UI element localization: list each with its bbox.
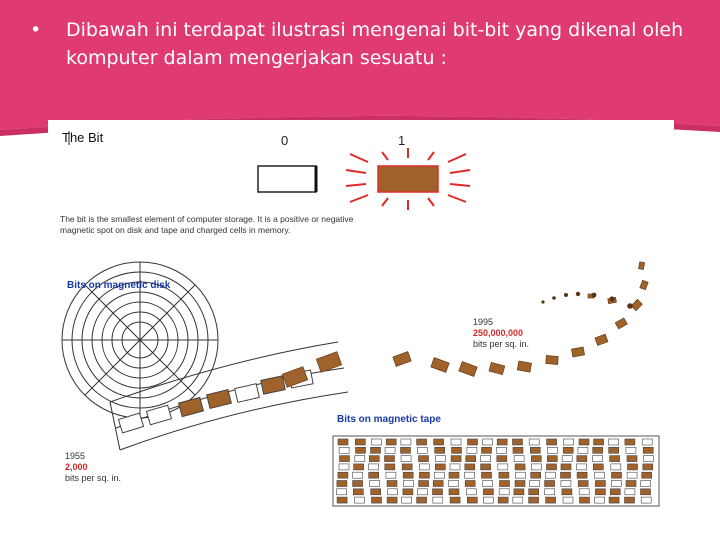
slide-bullet xyxy=(30,16,710,72)
tape-bit xyxy=(531,472,541,478)
tape-bit xyxy=(625,489,635,495)
tape-bit xyxy=(626,481,636,487)
tape-bit xyxy=(435,464,445,470)
tape-bit xyxy=(513,439,523,445)
tape-bit xyxy=(580,497,590,503)
tape-bit xyxy=(545,481,555,487)
tape-bit xyxy=(483,439,493,445)
tape-bit xyxy=(338,439,348,445)
tape-bit xyxy=(514,489,524,495)
bullet-dot: • xyxy=(30,19,42,41)
tape-bit xyxy=(579,489,589,495)
tape-bit xyxy=(465,481,475,487)
tape-bit xyxy=(371,489,381,495)
tape-bit xyxy=(468,439,478,445)
tape-bit xyxy=(516,472,526,478)
tape-bit xyxy=(578,447,588,453)
tape-bit xyxy=(482,447,492,453)
tape-bit xyxy=(385,456,395,462)
tape-bit xyxy=(594,439,604,445)
tape-bit xyxy=(530,447,540,453)
tape-bit xyxy=(642,439,652,445)
tape-bit xyxy=(545,472,555,478)
tape-bit xyxy=(404,481,414,487)
tape-bit xyxy=(451,456,461,462)
tape-bit xyxy=(417,447,427,453)
tape-bit xyxy=(401,456,411,462)
tape-bit xyxy=(355,456,365,462)
tape-bit xyxy=(388,489,398,495)
tape-bit xyxy=(385,464,395,470)
tape-bit xyxy=(371,447,381,453)
tape-bit xyxy=(563,497,573,503)
tape-bit xyxy=(577,464,587,470)
tape-bit xyxy=(579,439,589,445)
tape-bit xyxy=(643,447,653,453)
tape-bit xyxy=(609,439,619,445)
figure-title: The Bit xyxy=(62,130,104,145)
tape-bit xyxy=(369,464,379,470)
tape-bit xyxy=(353,489,363,495)
bit-dots xyxy=(541,292,632,309)
tape-bit xyxy=(625,439,635,445)
tape-bit xyxy=(449,472,459,478)
bit-illustration xyxy=(48,120,674,515)
tape-bit xyxy=(612,472,622,478)
tape-bit xyxy=(369,456,379,462)
tape-bit xyxy=(339,447,349,453)
tape-bit xyxy=(436,456,446,462)
tape-bit xyxy=(515,464,525,470)
tape-bit xyxy=(353,481,363,487)
year-1995: 1995 xyxy=(473,317,494,327)
tape-bit xyxy=(450,464,460,470)
tape-bit xyxy=(499,489,509,495)
tape-bit xyxy=(530,481,540,487)
tape-label: Bits on magnetic tape xyxy=(337,414,441,425)
tape-bit xyxy=(401,439,411,445)
tape-bit xyxy=(561,472,571,478)
bit-trail xyxy=(282,262,648,388)
tape-bit xyxy=(370,481,380,487)
tape-bit xyxy=(466,456,476,462)
year-1955: 1955 xyxy=(65,451,86,461)
tape-bit xyxy=(497,447,507,453)
tape-bit xyxy=(611,464,621,470)
tape-bit xyxy=(498,497,508,503)
tape-bit xyxy=(547,439,557,445)
count-1995: 250,000,000 xyxy=(473,328,524,338)
tape-bit xyxy=(403,489,413,495)
tape-bit xyxy=(611,481,621,487)
tape-bit xyxy=(387,497,397,503)
tape-bit xyxy=(434,439,444,445)
tape-bit xyxy=(353,472,363,478)
tape-bit xyxy=(595,472,605,478)
tape-bit xyxy=(467,447,477,453)
tape-bit xyxy=(452,447,462,453)
tape-bit xyxy=(562,489,572,495)
tape-bit xyxy=(514,456,524,462)
tape-bit xyxy=(339,464,349,470)
tape-bit xyxy=(644,456,654,462)
tape-bit xyxy=(369,472,379,478)
tape-bit xyxy=(593,464,603,470)
tape-bit xyxy=(483,481,493,487)
tape-bit xyxy=(546,497,556,503)
tape-bit xyxy=(451,439,461,445)
tape-bit xyxy=(641,481,651,487)
tape-bit xyxy=(531,456,541,462)
count-1955: 2,000 xyxy=(65,462,88,472)
tape-bit xyxy=(497,456,507,462)
tape-bit xyxy=(529,497,539,503)
tape-bit xyxy=(481,456,491,462)
tape-bit xyxy=(449,489,459,495)
tape-bit xyxy=(467,497,477,503)
tape-bit xyxy=(355,439,365,445)
tape-bit xyxy=(610,489,620,495)
tape-bit xyxy=(498,464,508,470)
tape-bit xyxy=(433,489,443,495)
tape-bit xyxy=(564,439,574,445)
tape-bit xyxy=(340,456,350,462)
tape-bit xyxy=(609,447,619,453)
tape-bit xyxy=(418,489,428,495)
tape-bit xyxy=(529,489,539,495)
tape-bit xyxy=(402,497,412,503)
tape-bit xyxy=(417,439,427,445)
tape-bit xyxy=(577,472,587,478)
tape-bit xyxy=(561,464,571,470)
tape-bit xyxy=(595,489,605,495)
tape-bit xyxy=(465,464,475,470)
unit-1955: bits per sq. in. xyxy=(65,473,122,483)
tape-bit xyxy=(419,472,429,478)
tape-bit xyxy=(337,481,347,487)
bit-one-label: 1 xyxy=(398,133,406,148)
tape-bit xyxy=(547,464,557,470)
tape-bit xyxy=(385,447,395,453)
tape-bit xyxy=(435,447,445,453)
tape-bit xyxy=(449,481,459,487)
tape-bit xyxy=(513,447,523,453)
tape-bit xyxy=(433,497,443,503)
tape-bit xyxy=(595,481,605,487)
tape-bit xyxy=(595,497,605,503)
tape-bit xyxy=(500,481,510,487)
tape-bit xyxy=(641,489,651,495)
tape-bit xyxy=(628,464,638,470)
tape-bit xyxy=(593,456,603,462)
tape-bit xyxy=(419,456,429,462)
tape-bit xyxy=(403,472,413,478)
tape-bit xyxy=(578,481,588,487)
tape-bit xyxy=(609,497,619,503)
tape-bit xyxy=(450,497,460,503)
tape-bit xyxy=(387,481,397,487)
tape-bit xyxy=(386,439,396,445)
slide-text: Dibawah ini terdapat ilustrasi mengenai bit-bit yang dikenal oleh komputer dalam mengerjakan sesuatu : xyxy=(66,19,684,69)
tape-bit xyxy=(386,472,396,478)
tape-bit xyxy=(417,497,427,503)
tape-bit xyxy=(593,447,603,453)
tape-bit xyxy=(515,481,525,487)
tape-bit xyxy=(531,464,541,470)
tape-bit xyxy=(481,464,491,470)
illustration-art xyxy=(48,120,674,515)
magnetic-tape xyxy=(333,436,659,506)
tape-bit xyxy=(641,497,651,503)
bit-description: The bit is the smallest element of computer storage. It is a positive or negative magnetic spot on disk and tape and charged cells in memory. xyxy=(60,214,354,235)
tape-bit xyxy=(355,497,365,503)
tape-bit xyxy=(371,439,381,445)
tape-bit xyxy=(419,481,429,487)
tape-bit xyxy=(627,456,637,462)
bit-zero-label: 0 xyxy=(281,133,289,148)
tape-bit xyxy=(529,439,539,445)
tape-bit xyxy=(419,464,429,470)
tape-bit xyxy=(625,497,635,503)
tape-bit xyxy=(483,497,493,503)
tape-bit xyxy=(466,489,476,495)
tape-bit xyxy=(483,489,493,495)
tape-bit xyxy=(401,447,411,453)
tape-bit xyxy=(547,456,557,462)
tape-bit xyxy=(561,481,571,487)
tape-bit xyxy=(545,489,555,495)
tape-bit xyxy=(626,447,636,453)
tape-bit xyxy=(356,447,366,453)
tape-bit xyxy=(563,447,573,453)
tape-bit xyxy=(338,472,348,478)
unit-1995: bits per sq. in. xyxy=(473,339,530,349)
tape-bit xyxy=(547,447,557,453)
tape-bit xyxy=(499,472,509,478)
tape-bit xyxy=(354,464,364,470)
bit-one-box xyxy=(378,166,438,192)
tape-bit xyxy=(337,489,347,495)
tape-bit xyxy=(372,497,382,503)
bit-zero-box xyxy=(258,166,316,192)
tape-bit xyxy=(465,472,475,478)
disk-label: Bits on magnetic disk xyxy=(67,280,171,291)
tape-bit xyxy=(627,472,637,478)
tape-bit xyxy=(337,497,347,503)
tape-bit xyxy=(497,439,507,445)
tape-bit xyxy=(513,497,523,503)
tape-bit xyxy=(482,472,492,478)
tape-bit xyxy=(562,456,572,462)
tape-bit xyxy=(610,456,620,462)
tape-bit xyxy=(402,464,412,470)
tape-bit xyxy=(434,472,444,478)
tape-bit xyxy=(433,481,443,487)
tape-bit xyxy=(577,456,587,462)
tape-bit xyxy=(643,464,653,470)
tape-bit xyxy=(642,472,652,478)
